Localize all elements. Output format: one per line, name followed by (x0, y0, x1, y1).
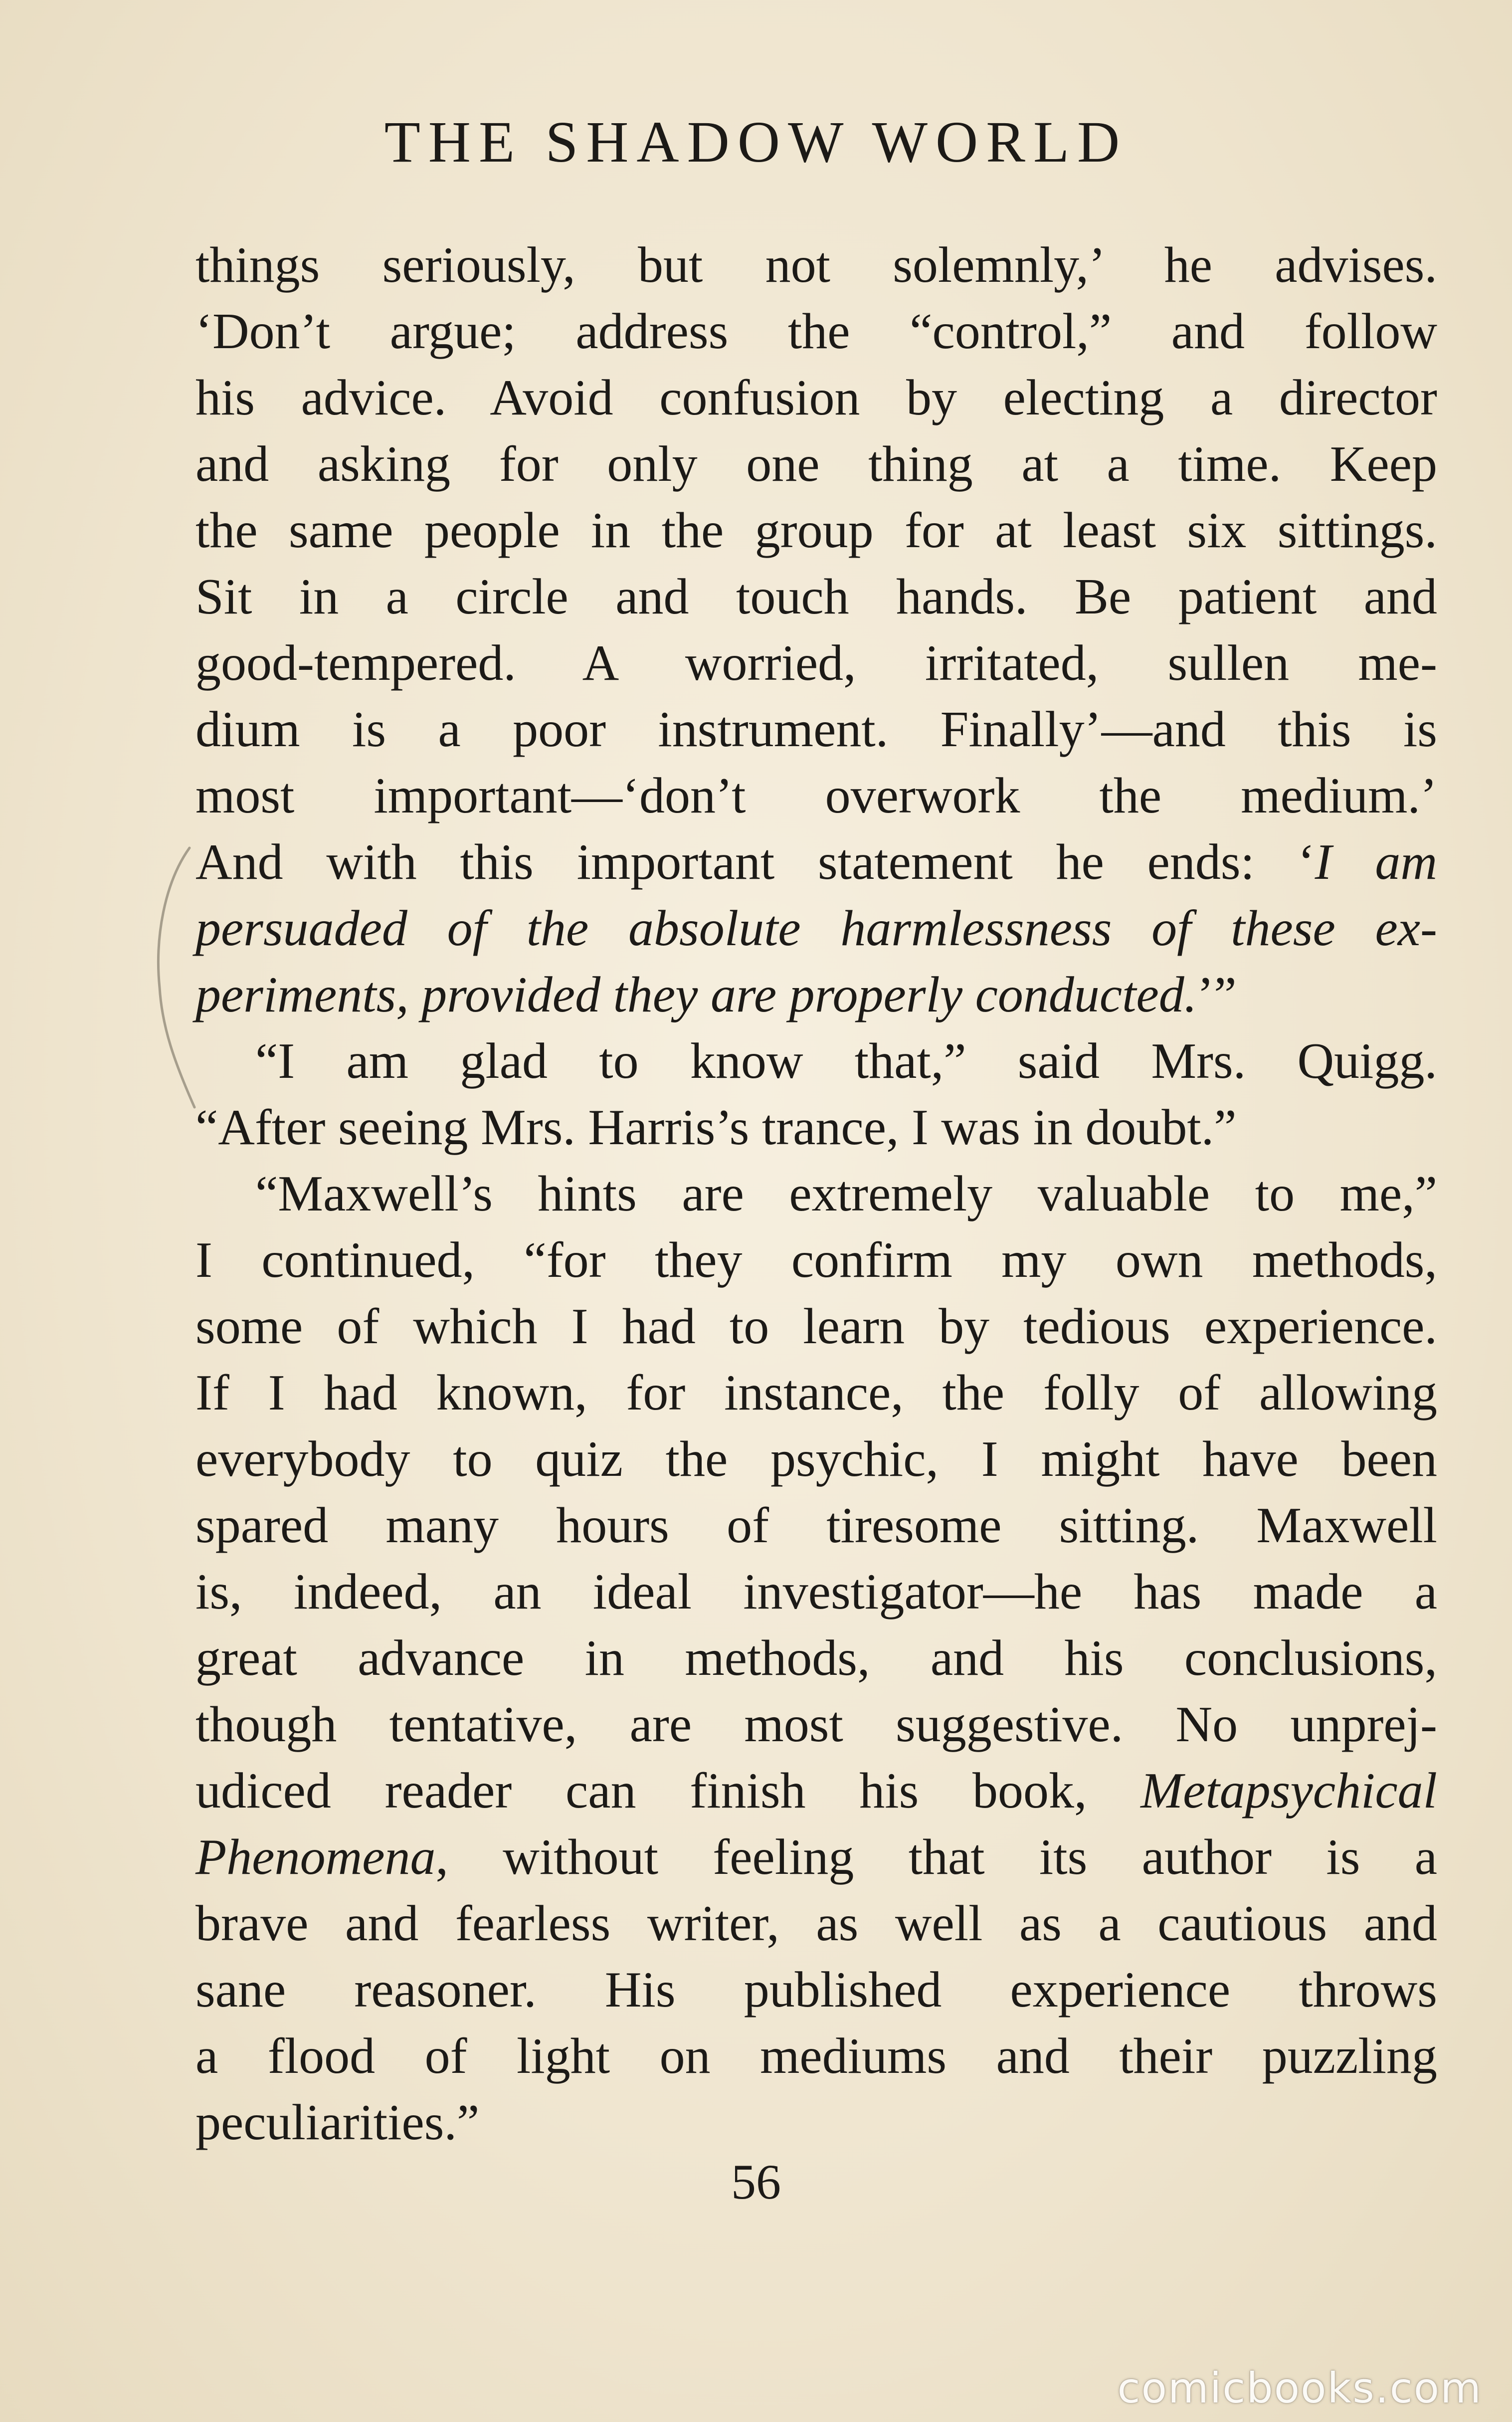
italic-text: periments, provided they are properly conducted. (195, 967, 1197, 1023)
line-text: spared many hours of tiresome sitting. Maxwell (195, 1497, 1437, 1554)
line-text: “Maxwell’s hints are extremely valuable to me,” (255, 1166, 1437, 1222)
line-text: and asking for only one thing at a time. Keep (195, 436, 1437, 492)
text-line-11 (195, 895, 1437, 962)
italic-text: Metapsychical (1140, 1763, 1437, 1819)
line-text: , without feeling that its author is a (435, 1829, 1437, 1885)
italic-text: Phenomena (195, 1829, 436, 1885)
text-line-29 (195, 2089, 1437, 2156)
text-line-17 (195, 1293, 1437, 1360)
line-text: sane reasoner. His published experience throws (195, 1962, 1437, 2018)
text-line-28 (195, 2023, 1437, 2089)
line-text: his advice. Avoid confusion by electing a director (195, 370, 1437, 426)
text-line-1 (195, 232, 1437, 298)
italic-text: I am (1315, 834, 1437, 890)
line-text: ’” (1197, 967, 1237, 1023)
line-text: though tentative, are most suggestive. No unprej- (195, 1696, 1437, 1753)
line-text: And with this important statement he ends: ‘ (195, 834, 1315, 890)
text-line-25 (195, 1824, 1437, 1890)
site-watermark: comicbooks.com (1117, 2364, 1482, 2413)
text-line-7 (195, 630, 1437, 696)
line-text: “I am glad to know that,” said Mrs. Quigg. (255, 1033, 1437, 1089)
text-line-16 (195, 1227, 1437, 1293)
line-text: ‘Don’t argue; address the “control,” and follow (195, 303, 1437, 360)
text-line-13 (195, 1028, 1437, 1094)
text-line-5 (195, 497, 1437, 564)
line-text: most important—‘don’t overwork the medium.’ (195, 768, 1437, 824)
italic-text: persuaded of the absolute harmlessness of these ex- (195, 900, 1437, 957)
line-text: some of which I had to learn by tedious experience. (195, 1298, 1437, 1355)
text-line-15 (195, 1161, 1437, 1227)
text-line-20 (195, 1492, 1437, 1559)
text-line-4 (195, 431, 1437, 497)
text-line-9 (195, 763, 1437, 829)
text-line-21 (195, 1559, 1437, 1625)
text-line-27 (195, 1957, 1437, 2023)
text-line-3 (195, 365, 1437, 431)
text-line-18 (195, 1360, 1437, 1426)
line-text: Sit in a circle and touch hands. Be patient and (195, 569, 1437, 625)
text-line-10 (195, 829, 1437, 895)
page-number: 56 (731, 2154, 781, 2210)
line-text: If I had known, for instance, the folly of allowing (195, 1365, 1437, 1421)
text-line-22 (195, 1625, 1437, 1691)
line-text: things seriously, but not solemnly,’ he advises. (195, 237, 1437, 293)
line-text: dium is a poor instrument. Finally’—and this is (195, 701, 1437, 758)
text-line-8 (195, 696, 1437, 763)
line-text: the same people in the group for at least six sittings. (195, 502, 1437, 559)
line-text: peculiarities.” (195, 2094, 480, 2151)
text-line-19 (195, 1426, 1437, 1492)
text-line-26 (195, 1890, 1437, 1957)
text-line-2 (195, 298, 1437, 365)
line-text: a flood of light on mediums and their puzzling (195, 2028, 1437, 2084)
line-text: brave and fearless writer, as well as a cautious and (195, 1895, 1437, 1952)
text-line-23 (195, 1691, 1437, 1758)
line-text: great advance in methods, and his conclusions, (195, 1630, 1437, 1686)
text-line-12 (195, 962, 1437, 1028)
text-line-14 (195, 1094, 1437, 1161)
line-text: everybody to quiz the psychic, I might have been (195, 1431, 1437, 1487)
running-title: THE SHADOW WORLD (384, 109, 1128, 175)
line-text: “After seeing Mrs. Harris’s trance, I was in doubt.” (195, 1099, 1237, 1156)
line-text: good-tempered. A worried, irritated, sullen me- (195, 635, 1437, 691)
body-text (195, 232, 1437, 2156)
text-line-24 (195, 1758, 1437, 1824)
line-text: I continued, “for they confirm my own methods, (195, 1232, 1437, 1288)
line-text: udiced reader can finish his book, (195, 1763, 1141, 1819)
line-text: is, indeed, an ideal investigator—he has made a (195, 1564, 1437, 1620)
text-line-6 (195, 564, 1437, 630)
